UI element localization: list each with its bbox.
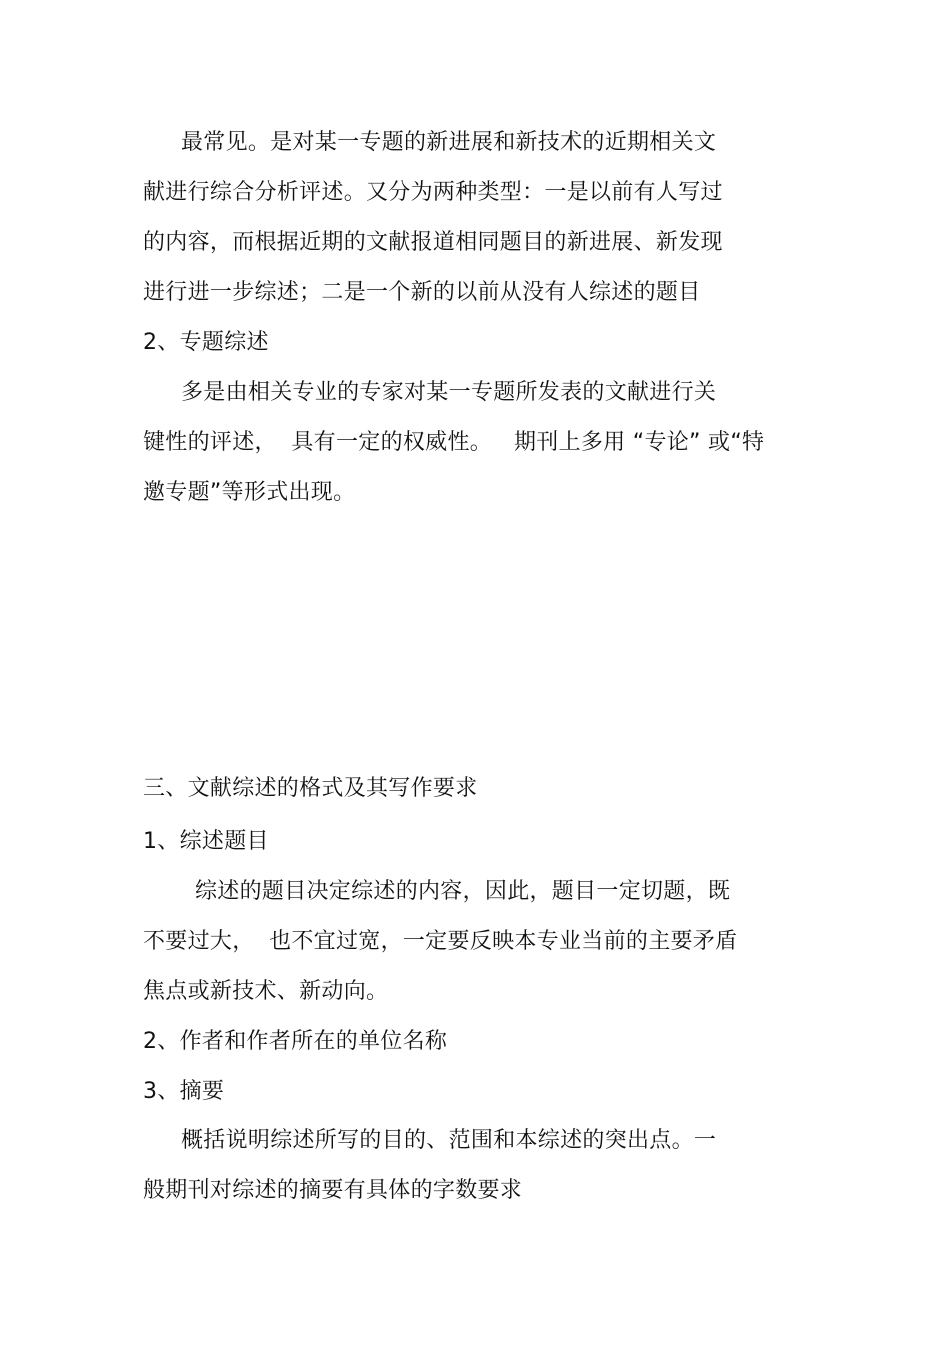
paragraph-line: 焦点或新技术、新动向。 [143,979,389,1004]
paragraph-line: 献进行综合分析评述。又分为两种类型：一是以前有人写过 [143,180,723,205]
subheading-author-affiliation: 2、作者和作者所在的单位名称 [143,1029,448,1054]
paragraph-line: 邀专题”等形式出现。 [143,480,356,505]
paragraph-line: 多是由相关专业的专家对某一专题所发表的文献进行关 [181,380,717,405]
paragraph-line: 综述的题目决定综述的内容，因此，题目一定切题，既 [195,879,731,904]
subheading-special-review: 2、专题综述 [143,330,269,355]
subheading-review-title: 1、综述题目 [143,829,269,854]
paragraph-line: 不要过大， 也不宜过宽，一定要反映本专业当前的主要矛盾 [143,929,738,954]
subheading-abstract: 3、摘要 [143,1079,225,1104]
paragraph-line: 的内容，而根据近期的文献报道相同题目的新进展、新发现 [143,230,723,255]
paragraph-line: 般期刊对综述的摘要有具体的字数要求 [143,1178,523,1203]
paragraph-line: 进行进一步综述；二是一个新的以前从没有人综述的题目 [143,280,701,305]
paragraph-line: 键性的评述， 具有一定的权威性。 期刊上多用 “专论” 或“特 [143,430,765,455]
paragraph-line: 最常见。是对某一专题的新进展和新技术的近期相关文 [181,130,717,155]
paragraph-line: 概括说明综述所写的目的、范围和本综述的突出点。一 [181,1128,717,1153]
section-heading-format: 三、文献综述的格式及其写作要求 [143,776,478,801]
